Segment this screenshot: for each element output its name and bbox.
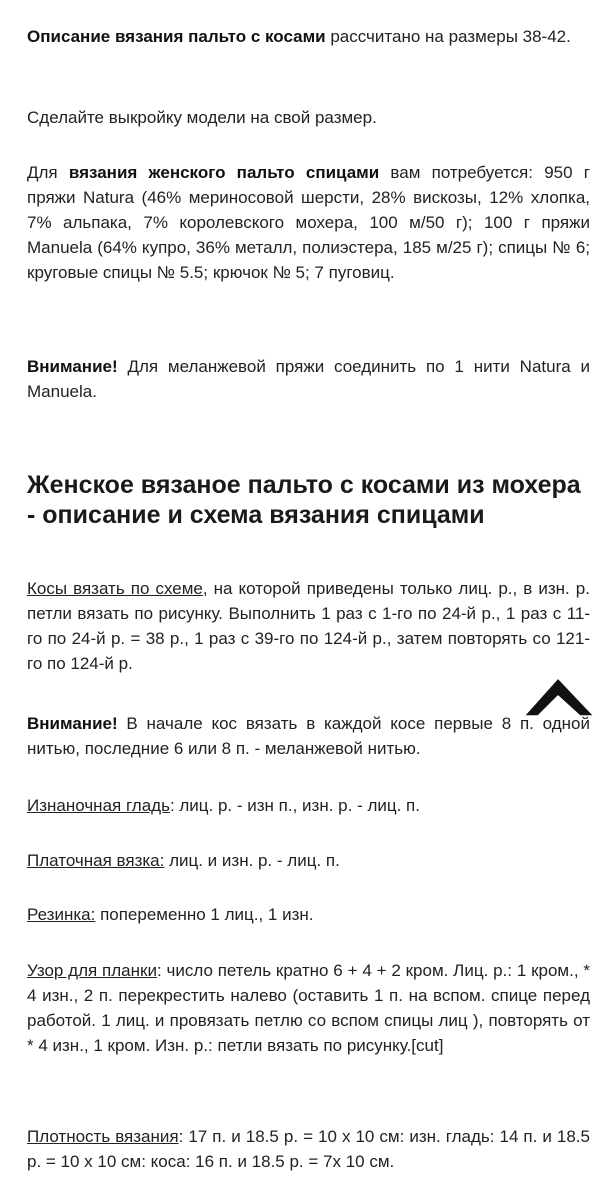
materials-rest: вам потребуется: 950 г пряжи Natura (46% мериносовой шерсти, 28% вискозы, 12% хлопка, 7% альпака, 7% королевского мохера, 100 м/50 г); 100 г пряжи Manuela (64% купро, 36% металл, полиэстера, 185 м/25 г); спицы № 6; круговые спицы № 5.5; крючок № 5; 7 пуговиц. (27, 163, 590, 282)
cables-paragraph (27, 576, 590, 676)
section-heading: Женское вязаное пальто с косами из мохера - описание и схема вязания спицами (27, 471, 581, 529)
cables-scheme-link[interactable]: Косы вязать по схеме (27, 579, 203, 598)
gauge-text: : 17 п. и 18.5 р. = 10 х 10 см: изн. гладь: 14 п. и 18.5 р. = 10 х 10 см: коса: 16 п. и 18.5 р. = 7х 10 см. (27, 1127, 590, 1171)
intro-title-bold: Описание вязания пальто с косами (27, 27, 326, 46)
attention-paragraph-1 (27, 354, 590, 404)
materials-lead: Для (27, 163, 69, 182)
reverse-stockinette-paragraph (27, 793, 590, 818)
rib-paragraph (27, 902, 590, 927)
attention-text-2: В начале кос вязать в каждой косе первые 8 п. одной нитью, последние 6 или 8 п. - меланжевой нитью. (27, 714, 590, 758)
intro-title-rest: рассчитано на размеры 38-42. (325, 27, 571, 46)
scroll-to-top-button[interactable] (518, 666, 598, 726)
garter-text: лиц. и изн. р. - лиц. п. (164, 851, 340, 870)
band-pattern-term: Узор для планки (27, 961, 157, 980)
garter-paragraph (27, 848, 590, 873)
attention-label-2: Внимание! (27, 714, 118, 733)
materials-paragraph (27, 160, 590, 285)
pattern-note (27, 105, 590, 130)
reverse-stockinette-term: Изнаночная гладь (27, 796, 170, 815)
garter-term: Платочная вязка: (27, 851, 165, 870)
pattern-note-text: Сделайте выкройку модели на свой размер. (27, 108, 377, 127)
attention-text-1: Для меланжевой пряжи соединить по 1 нити Natura и Manuela. (27, 357, 590, 401)
attention-label-1: Внимание! (27, 357, 118, 376)
band-pattern-paragraph (27, 958, 590, 1058)
band-pattern-text: : число петель кратно 6 + 4 + 2 кром. Лиц. р.: 1 кром., * 4 изн., 2 п. перекрестить налево (оставить 1 п. на вспом. спице перед работой. 1 лиц. и провязать петлю со вспом спицы лиц ), повторять от * 4 изн., 1 кром. Изн. р.: петли вязать по рисунку.[cut] (27, 961, 591, 1055)
cables-text: , на которой приведены только лиц. р., в изн. р. петли вязать по рисунку. Выполнить 1 раз с 1-го по 24-й р., 1 раз с 11-го по 24-й р. = 38 р., 1 раз с 39-го по 124-й р., затем повторять со 121-го по 124-й р. (27, 579, 590, 673)
chevron-up-icon (518, 666, 598, 726)
reverse-stockinette-text: : лиц. р. - изн п., изн. р. - лиц. п. (169, 796, 420, 815)
gauge-term: Плотность вязания (27, 1127, 179, 1146)
materials-bold: вязания женского пальто спицами (68, 163, 380, 182)
rib-text: попеременно 1 лиц., 1 изн. (95, 905, 314, 924)
rib-term: Резинка: (27, 905, 96, 924)
intro-paragraph (27, 24, 590, 49)
gauge-paragraph (27, 1124, 590, 1174)
attention-paragraph-2 (27, 711, 590, 761)
